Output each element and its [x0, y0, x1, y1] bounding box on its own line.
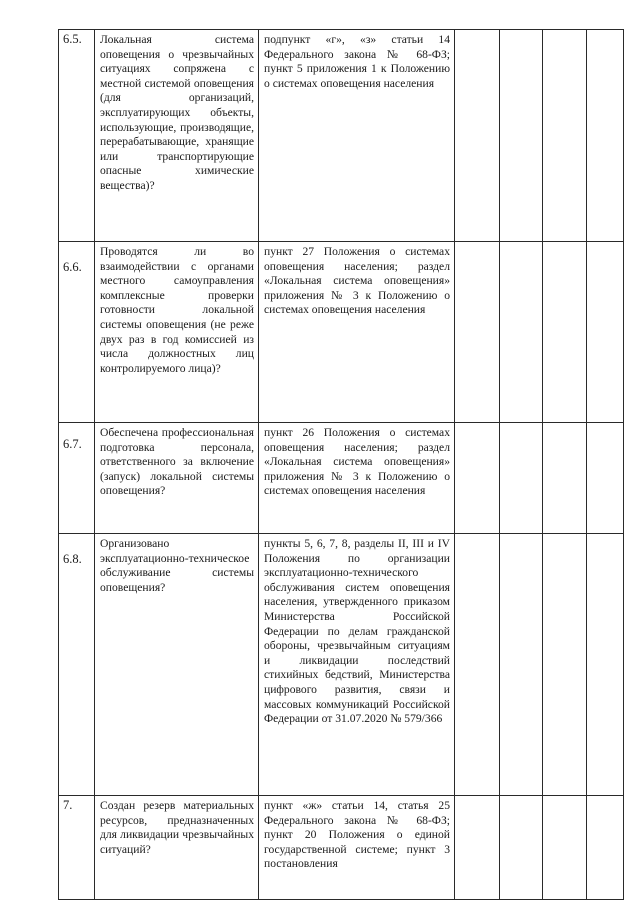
- answer-cell-no: [500, 796, 543, 900]
- answer-cell-yes: [455, 796, 500, 900]
- answer-cell-na: [543, 796, 587, 900]
- question-text: Организовано эксплуатационно-техническое обслуживание системы оповещения?: [95, 534, 259, 796]
- question-text: Проводятся ли во взаимодействии с органами местного самоуправления комплексные проверки готовности локальной системы оповещения (не реже двух раз в год комиссией из числа должностных лиц контролируемого лица)?: [95, 242, 259, 423]
- notes-cell: [587, 30, 624, 242]
- legal-basis-text: пункты 5, 6, 7, 8, разделы II, III и IV Положения по организации эксплуатационно-технического обслуживания систем оповещения населения, утвержденного приказом Министерства Российской Федерации по делам гражданской обороны, чрезвычайным ситуациям и ликвидации последствий стихийных бедствий, Министерства цифрового развития, связи и массовых коммуникаций Российской Федерации от 31.07.2020 № 579/366: [259, 534, 455, 796]
- row-number: 6.6.: [59, 242, 95, 423]
- answer-cell-no: [500, 242, 543, 423]
- answer-cell-yes: [455, 242, 500, 423]
- table-row: [59, 796, 624, 900]
- row-number: 6.5.: [59, 30, 95, 242]
- answer-cell-yes: [455, 534, 500, 796]
- answer-cell-na: [543, 534, 587, 796]
- answer-cell-no: [500, 423, 543, 534]
- checklist-table: [58, 29, 624, 900]
- answer-cell-yes: [455, 423, 500, 534]
- question-text: Обеспечена профессиональная подготовка персонала, ответственного за включение (запуск) локальной системы оповещения?: [95, 423, 259, 534]
- table-row: [59, 242, 624, 423]
- legal-basis-text: подпункт «г», «з» статьи 14 Федерального закона № 68-ФЗ; пункт 5 приложения 1 к Положению о системах оповещения населения: [259, 30, 455, 242]
- legal-basis-text: пункт «ж» статьи 14, статья 25 Федерального закона № 68-ФЗ; пункт 20 Положения о единой государственной системе; пункт 3 постановления: [259, 796, 455, 900]
- answer-cell-no: [500, 30, 543, 242]
- answer-cell-na: [543, 423, 587, 534]
- table-row: [59, 30, 624, 242]
- question-text: Локальная система оповещения о чрезвычайных ситуациях сопряжена с местной системой оповещения (для организаций, эксплуатирующих объекты, использующие, производящие, перерабатывающие, хранящие или транспортирующие опасные химические вещества)?: [95, 30, 259, 242]
- answer-cell-na: [543, 30, 587, 242]
- table-row: [59, 534, 624, 796]
- notes-cell: [587, 423, 624, 534]
- answer-cell-no: [500, 534, 543, 796]
- row-number: 7.: [59, 796, 95, 900]
- row-number: 6.7.: [59, 423, 95, 534]
- table-row: [59, 423, 624, 534]
- notes-cell: [587, 796, 624, 900]
- notes-cell: [587, 242, 624, 423]
- legal-basis-text: пункт 26 Положения о системах оповещения населения; раздел «Локальная система оповещения» приложения № 3 к Положению о системах оповещения населения: [259, 423, 455, 534]
- answer-cell-yes: [455, 30, 500, 242]
- question-text: Создан резерв материальных ресурсов, предназначенных для ликвидации чрезвычайных ситуаций?: [95, 796, 259, 900]
- answer-cell-na: [543, 242, 587, 423]
- row-number: 6.8.: [59, 534, 95, 796]
- legal-basis-text: пункт 27 Положения о системах оповещения населения; раздел «Локальная система оповещения» приложения № 3 к Положению о системах оповещения населения: [259, 242, 455, 423]
- notes-cell: [587, 534, 624, 796]
